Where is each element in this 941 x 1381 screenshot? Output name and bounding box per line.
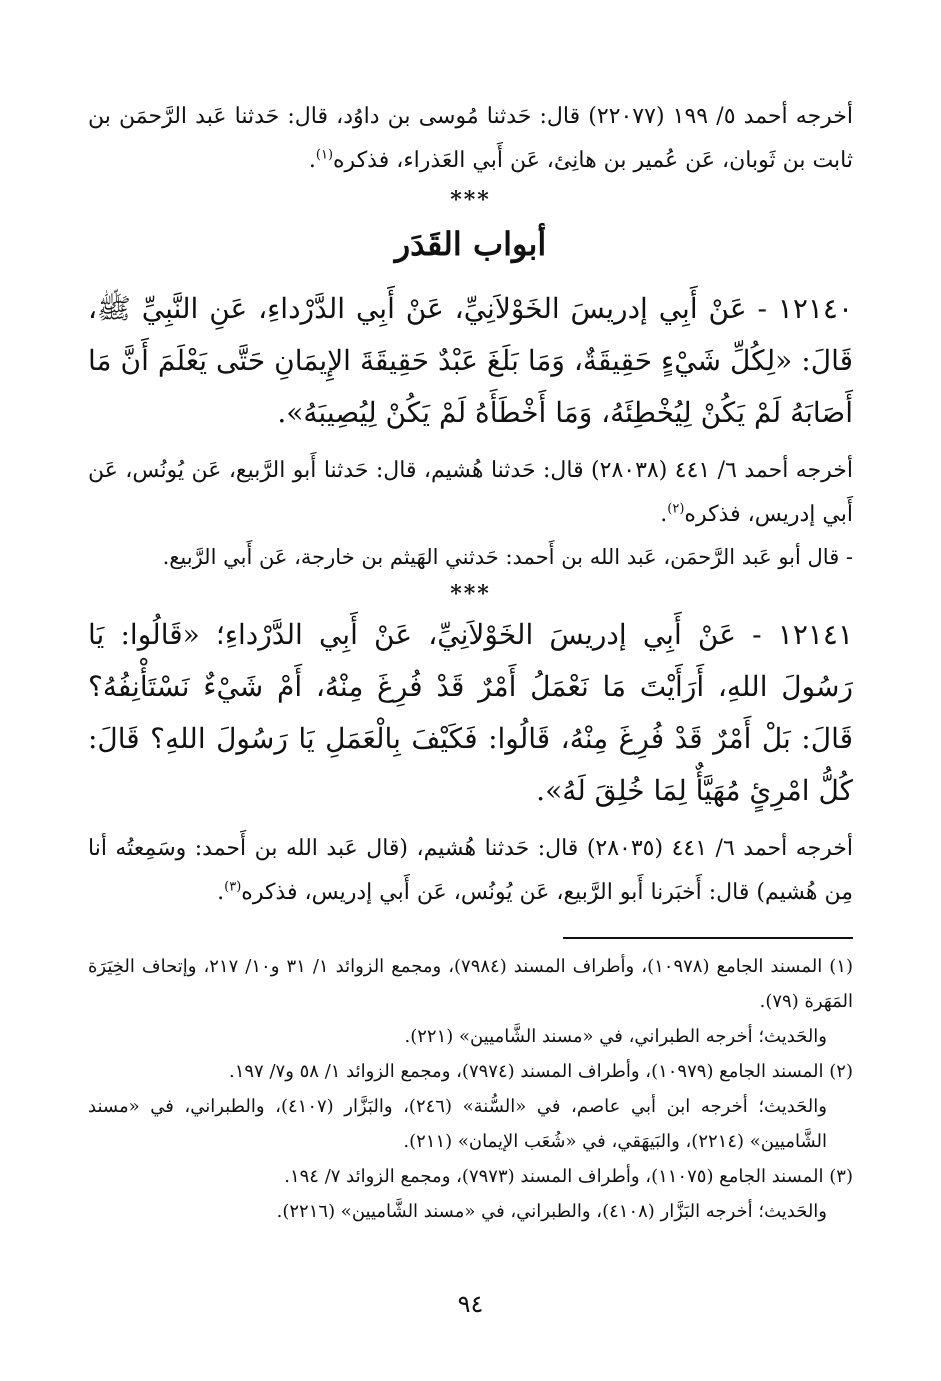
footnote-3-detail: والحَديث؛ أخرجه البَزَّار (٤١٠٨)، والطبراني، في «مسند الشَّاميين» (٢٢١٦). — [276, 1201, 827, 1222]
footnote-separator — [563, 937, 853, 939]
footnote-3: (٣) المسند الجامع (١١٠٧٥)، وأطراف المسند (٧٩٧٣)، ومجمع الزوائد ٧/ ١٩٤. — [284, 1166, 853, 1187]
footnote-1: (١) المسند الجامع (١٠٩٧٨)، وأطراف المسند (٧٩٨٤)، ومجمع الزوائد ١/ ٣١ و١٠/ ٢١٧، وإتحاف الخِيَرَة المَهَرة (٧٩). — [88, 956, 853, 1012]
footnotes — [88, 949, 853, 1229]
takhrij-text: أخرجه أحمد ٦/ ٤٤١ (٢٨٠٣٥) قال: حَدثنا هُشيم، (قال عَبد الله بن أَحمد: وسَمِعتُه أنا مِن هُشيم) قال: أَخبَرنا أَبو الرَّبيع، عَن يُونُس، عَن أَبي إدريس، فذكره — [88, 836, 854, 905]
intro-takhrij: أخرجه أحمد ٥/ ١٩٩ (٢٢٠٧٧) قال: حَدثنا مُوسى بن داوُد، قال: حَدثنا عَبد الرَّحمَن بن ثابت بن ثَوبان، عَن عُمير بن هانِئ، عَن أَبي العَذراء، فذكره$^{(١)}$. — [88, 104, 854, 173]
hadith-12141 — [88, 609, 853, 817]
footnote-ref-2[interactable]: (٢) — [667, 501, 685, 517]
footnote-ref-3[interactable]: (٣) — [224, 879, 242, 895]
hadith-text: عَنْ أَبِي إدريسَ الخَوْلاَنِيِّ، عَنْ أَبِي الدَّرْداءِ؛ «قَالُوا: يَا رَسُولَ اللهِ، أَرَأَيْتَ مَا نَعْمَلُ أَمْرٌ قَدْ فُرِغَ مِنْهُ، أَمْ شَيْءٌ نَسْتَأْنِفُهُ؟ قَالَ: بَلْ أَمْرٌ قَدْ فُرِغَ مِنْهُ، قَالُوا: فَكَيْفَ بِالْعَمَلِ يَا رَسُولَ اللهِ؟ قَالَ: كُلُّ امْرِئٍ مُهَيَّأٌ لِمَا خُلِقَ لَهُ». — [88, 618, 853, 807]
hadith-number: ١٢١٤٠ - — [757, 292, 853, 325]
divider-stars: *** — [450, 187, 491, 213]
page-content — [88, 95, 853, 1229]
footnote-1-detail: والحَديث؛ أخرجه الطبراني، في «مسند الشَّاميين» (٢٢١). — [404, 1026, 827, 1047]
divider-stars: *** — [450, 581, 491, 607]
narrator-note: - قال أبو عَبد الرَّحمَن، عَبد الله بن أَحمد: حَدثني الهَيثم بن خارجة، عَن أَبي الرَّبيع. — [162, 545, 853, 569]
takhrij-12141: أخرجه أحمد ٦/ ٤٤١ (٢٨٠٣٥) قال: حَدثنا هُشيم، (قال عَبد الله بن أَحمد: وسَمِعتُه أنا مِن هُشيم) قال: أَخبَرنا أَبو الرَّبيع، عَن يُونُس، عَن أَبي إدريس، فذكره$^{(٣)}$. — [88, 836, 854, 905]
page-number: ٩٤ — [457, 1290, 484, 1318]
chapter-title: أبواب القَدَر — [394, 225, 547, 263]
takhrij-text: أخرجه أحمد ٦/ ٤٤١ (٢٨٠٣٨) قال: حَدثنا هُشيم، قال: حَدثنا أَبو الرَّبيع، عَن يُونُس، عَن أَبي إدريس، فذكره — [88, 458, 854, 527]
hadith-12140 — [88, 283, 853, 439]
footnote-2-detail: والحَديث؛ أخرجه ابن أبي عاصم، في «السُّنة» (٢٤٦)، والبَزَّار (٤١٠٧)، والطبراني، في «مسند الشَّاميين» (٢٢١٤)، والبَيهَقي، في «شُعَب الإيمان» (٢١١). — [88, 1096, 827, 1152]
hadith-number: ١٢١٤١ - — [752, 618, 853, 651]
footnote-2: (٢) المسند الجامع (١٠٩٧٩)، وأطراف المسند (٧٩٧٤)، ومجمع الزوائد ١/ ٥٨ و٧/ ١٩٧. — [228, 1061, 853, 1082]
hadith-text: عَنْ أَبِي إدريسَ الخَوْلاَنِيِّ، عَنْ أَبِي الدَّرْداءِ، عَنِ النَّبِيِّ ﷺ، قَالَ: «لِكُلِّ شَيْءٍ حَقِيقَةٌ، وَمَا بَلَغَ عَبْدٌ حَقِيقَةَ الإِيمَانِ حَتَّى يَعْلَمَ أَنَّ مَا أَصَابَهُ لَمْ يَكُنْ لِيُخْطِئَهُ، وَمَا أَخْطَأَهُ لَمْ يَكُنْ لِيُصِيبَهُ». — [88, 292, 853, 429]
intro-text: أخرجه أحمد ٥/ ١٩٩ (٢٢٠٧٧) قال: حَدثنا مُوسى بن داوُد، قال: حَدثنا عَبد الرَّحمَن بن ثابت بن ثَوبان، عَن عُمير بن هانِئ، عَن أَبي العَذراء، فذكره — [88, 104, 854, 173]
footnote-ref-1[interactable]: (١) — [315, 147, 334, 163]
takhrij-12140: أخرجه أحمد ٦/ ٤٤١ (٢٨٠٣٨) قال: حَدثنا هُشيم، قال: حَدثنا أَبو الرَّبيع، عَن يُونُس، عَن أَبي إدريس، فذكره$^{(٢)}$. — [88, 458, 854, 527]
